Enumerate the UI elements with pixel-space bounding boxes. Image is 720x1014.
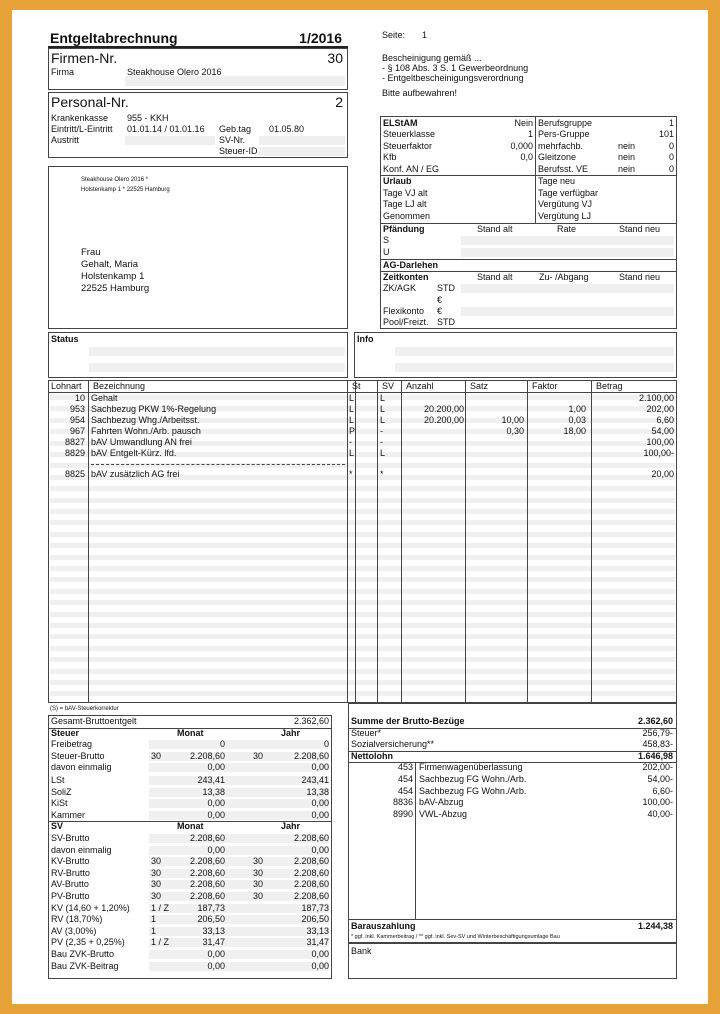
- row-label: KV (14,60 + 1,20%): [51, 902, 130, 913]
- lohnart-cell: 0,03: [568, 414, 586, 425]
- row-tage-jahr: 30: [253, 879, 264, 890]
- row-jahr: 31,47: [306, 937, 329, 948]
- elstam-value-2: 0: [668, 152, 674, 163]
- row-label: Bau ZVK-Beitrag: [51, 960, 119, 971]
- abzug-betrag: 100,00-: [642, 797, 673, 808]
- row-label: Steuer-Brutto: [51, 750, 105, 761]
- address-box: [48, 166, 348, 329]
- abzug-lohnart: 453: [397, 762, 413, 773]
- abzug-bezeichnung: Firmenwagenüberlassung: [419, 762, 523, 773]
- footnote: * ggf. inkl. Kammerbeitrag / ** ggf. inkl. Sev-SV und Winterbeschäftigungsumlage Bau: [351, 934, 560, 940]
- lohnart-cell: 20,00: [651, 469, 674, 480]
- info-label: Info: [357, 334, 374, 344]
- elstam-value-2: 0: [668, 140, 674, 151]
- elstam-label-2: Gleitzone: [538, 152, 577, 163]
- lohnart-cell: *: [349, 469, 353, 480]
- elstam-label: Kfb: [383, 152, 397, 163]
- elstam-value-2: 101: [658, 129, 674, 140]
- abzug-lohnart: 454: [397, 785, 413, 796]
- abzug-value: 458,83-: [642, 739, 673, 750]
- row-tage: 1: [151, 925, 157, 936]
- row-jahr: 0,00: [311, 949, 329, 959]
- firma-name: Steakhouse Olero 2016: [127, 67, 222, 77]
- sender-line-2: Holstenkamp 1 * 22525 Hamburg: [81, 187, 170, 193]
- column-header: Lohnart: [51, 381, 82, 391]
- firma-label: Firma: [51, 67, 74, 77]
- lohnart-cell: L: [349, 393, 355, 403]
- row-monat: 2.208,60: [189, 879, 225, 890]
- lohnart-cell: 10,00: [501, 414, 524, 425]
- recipient-address: Frau Gehalt, Maria Holstenkamp 1 22525 Hamburg: [81, 247, 150, 294]
- lohnart-cell: 100,00: [646, 436, 674, 447]
- row-monat: 187,73: [197, 902, 225, 913]
- abzug-value: 256,79-: [642, 727, 673, 738]
- elstam-value: 0,0: [520, 152, 533, 163]
- lohnart-cell: 1,00: [568, 403, 586, 414]
- sv-title: SV: [51, 821, 64, 832]
- row-jahr: 2.208,60: [293, 891, 329, 901]
- urlaub-label-2: Tage verfügbar: [538, 187, 599, 198]
- row-jahr: 2.208,60: [293, 750, 329, 761]
- abzug-lohnart: 454: [397, 774, 413, 784]
- monat-header: Monat: [177, 821, 204, 832]
- row-monat: 0,00: [207, 844, 225, 855]
- row-label: LSt: [51, 775, 65, 785]
- row-tage-jahr: 30: [253, 856, 264, 867]
- abzug-bezeichnung: Sachbezug FG Wohn./Arb.: [419, 774, 527, 784]
- elstam-flag: nein: [618, 152, 636, 163]
- row-monat: 243,41: [197, 775, 225, 785]
- row-label: KV-Brutto: [51, 856, 90, 867]
- lohnart-cell: Sachbezug Whg./Arbeitsst.: [91, 414, 200, 425]
- row-tage: 1 / Z: [151, 937, 170, 948]
- row-monat: 0,00: [207, 762, 225, 773]
- elstam-flag: nein: [618, 163, 636, 174]
- row-tage: 30: [151, 867, 162, 878]
- bav-footnote: (S) = bAV-Steuerkorrektur: [50, 706, 119, 712]
- row-tage: 1 / Z: [151, 902, 170, 913]
- firmen-nr: 30: [327, 50, 343, 66]
- elstam-label: Steuerfaktor: [383, 140, 433, 151]
- elstam-label-2: Berufsst. VE: [538, 163, 589, 174]
- lohnart-cell: L: [349, 447, 355, 458]
- lohnart-cell: 967: [69, 425, 85, 436]
- lohnart-cell: 8825: [64, 469, 85, 480]
- column-header: Faktor: [532, 381, 558, 391]
- lohnart-cell: L: [349, 414, 355, 425]
- krankenkasse: 955 - KKH: [127, 113, 169, 123]
- row-label: PV-Brutto: [51, 891, 90, 901]
- doc-title: Entgeltabrechnung: [50, 30, 178, 46]
- lohnart-cell: L: [349, 403, 355, 414]
- row-jahr: 0,00: [311, 762, 329, 773]
- row-monat: 206,50: [197, 914, 225, 925]
- elstam-label-2: mehrfachb.: [538, 140, 584, 151]
- row-label: AV (3,00%): [51, 925, 97, 936]
- lohnart-cell: -: [349, 436, 352, 447]
- row-label: davon einmalig: [51, 844, 112, 855]
- row-jahr: 0,00: [311, 798, 329, 809]
- abzug-label: Sozialversicherung**: [351, 739, 435, 750]
- info-box: [354, 332, 677, 378]
- row-tage: 30: [151, 750, 162, 761]
- bank-label: Bank: [351, 946, 372, 956]
- status-box: [48, 332, 348, 378]
- row-label: Bau ZVK-Brutto: [51, 949, 115, 959]
- abzug-lohnart: 8836: [392, 797, 413, 808]
- lohnart-table: [48, 380, 677, 703]
- row-label: davon einmalig: [51, 762, 112, 773]
- gesamt-value: 2.362,60: [293, 716, 329, 726]
- row-jahr: 2.208,60: [293, 856, 329, 867]
- lohnart-cell: -: [380, 425, 383, 436]
- jahr-header: Jahr: [281, 727, 301, 738]
- nettolohn-label: Nettolohn: [351, 750, 393, 761]
- column-header: St: [352, 381, 361, 391]
- lohnart-cell: 20.200,00: [423, 403, 464, 414]
- row-monat: 0,00: [207, 960, 225, 971]
- row-jahr: 2.208,60: [293, 833, 329, 843]
- column-header: Satz: [470, 381, 489, 391]
- lohnart-cell: L: [380, 414, 386, 425]
- row-label: Kammer: [51, 809, 86, 820]
- barauszahlung-label: Barauszahlung: [351, 921, 416, 931]
- urlaub-label: Tage VJ alt: [383, 187, 428, 198]
- row-tage: 1: [151, 914, 157, 925]
- row-jahr: 0,00: [311, 809, 329, 820]
- lohnart-cell: 953: [69, 403, 85, 414]
- row-jahr: 33,13: [306, 925, 329, 936]
- abzug-bezeichnung: VWL-Abzug: [419, 808, 468, 819]
- row-label: SV-Brutto: [51, 833, 90, 843]
- zeitkonten-title: Zeitkonten: [383, 272, 429, 282]
- payslip-page: [12, 10, 708, 1004]
- row-jahr: 0: [323, 739, 329, 750]
- lohnart-cell: 100,00-: [643, 447, 674, 458]
- steuer-sv-box: [48, 715, 332, 979]
- row-jahr: 0,00: [311, 960, 329, 971]
- bank-box: [348, 943, 677, 979]
- row-jahr: 2.208,60: [293, 879, 329, 890]
- elstam-flag: nein: [618, 140, 636, 151]
- row-monat: 31,47: [202, 937, 225, 948]
- lohnart-cell: 20.200,00: [423, 414, 464, 425]
- seite-label: Seite:: [382, 30, 406, 40]
- row-label: RV (18,70%): [51, 914, 103, 925]
- geburtstag: 01.05.80: [269, 124, 305, 134]
- abzug-label: Steuer*: [351, 727, 382, 738]
- abzug-betrag: 202,00-: [642, 762, 673, 773]
- column-header: Anzahl: [406, 381, 434, 391]
- urlaub-label: Urlaub: [383, 176, 412, 186]
- row-tage-jahr: 30: [253, 750, 264, 761]
- abzug-betrag: 40,00-: [647, 808, 673, 819]
- urlaub-label-2: Vergütung LJ: [538, 211, 592, 222]
- row-monat: 33,13: [202, 925, 225, 936]
- elstam-panel: ELStAM Nein Berufsgruppe 1 Steuerklasse 1 Pers-Gruppe 101 Steuerfaktor 0,000 mehrfachb. nein 0 Kfb 0,0 Gleitzone nein 0 Konf. AN / EG Berufsst. VE nein 0 Urlaub Tage neu Tage VJ alt Tage verfügbar Tage LJ alt Vergütung VJ Genommen Vergütung LJ Pfändung Stand alt Rate Stand neu S U AG-Darlehen Zeitkonten Stand alt Zu- /Abgang Stand neu ZK/AGK STD € Flexikonto € Pool/Freizt. STD: [380, 116, 677, 329]
- lohnart-cell: bAV Entgelt-Kürz. lfd.: [91, 447, 177, 458]
- lohnart-cell: Sachbezug PKW 1%-Regelung: [91, 403, 217, 414]
- lohnart-cell: 18,00: [563, 425, 586, 436]
- gesamt-label: Gesamt-Bruttoentgelt: [51, 716, 137, 726]
- summe-box: [348, 703, 677, 943]
- lohnart-cell: 6,60: [656, 414, 674, 425]
- row-label: Freibetrag: [51, 739, 93, 750]
- barauszahlung-value: 1.244,38: [637, 921, 673, 931]
- lohnart-cell: L: [380, 447, 386, 458]
- status-label: Status: [51, 334, 79, 344]
- lohnart-cell: 8829: [64, 447, 85, 458]
- row-jahr: 13,38: [306, 786, 329, 797]
- elstam-value-2: 1: [668, 118, 674, 128]
- abzug-bezeichnung: Sachbezug FG Wohn./Arb.: [419, 785, 527, 796]
- summe-value: 2.362,60: [637, 716, 673, 726]
- monat-header: Monat: [177, 727, 204, 738]
- column-header: Bezeichnung: [93, 381, 146, 391]
- ag-darlehen-title: AG-Darlehen: [383, 260, 439, 270]
- urlaub-label: Genommen: [383, 211, 431, 222]
- row-monat: 0,00: [207, 798, 225, 809]
- lohnart-cell: *: [380, 469, 384, 480]
- abzug-lohnart: 8990: [392, 808, 413, 819]
- row-jahr: 0,00: [311, 844, 329, 855]
- row-monat: 0: [219, 739, 225, 750]
- row-monat: 2.208,60: [189, 856, 225, 867]
- eintritt: 01.01.14 / 01.01.16: [127, 124, 205, 134]
- elstam-label: Konf. AN / EG: [383, 163, 440, 174]
- elstam-value: Nein: [514, 118, 533, 128]
- seite-value: 1: [422, 30, 428, 40]
- elstam-value: 0,000: [510, 140, 533, 151]
- pfaendung-title: Pfändung: [383, 224, 425, 234]
- nettolohn-value: 1.646,98: [637, 750, 673, 761]
- elstam-label-2: Berufsgruppe: [538, 118, 593, 128]
- row-tage: 30: [151, 856, 162, 867]
- lohnart-cell: L: [380, 393, 386, 403]
- lohnart-cell: 10: [74, 393, 85, 403]
- abzug-betrag: 54,00-: [647, 774, 673, 784]
- lohnart-cell: 2.100,00: [638, 393, 674, 403]
- period: 1/2016: [299, 30, 342, 46]
- jahr-header: Jahr: [281, 821, 301, 832]
- urlaub-label-2: Tage neu: [538, 176, 576, 186]
- row-monat: 2.208,60: [189, 833, 225, 843]
- row-monat: 2.208,60: [189, 867, 225, 878]
- row-label: AV-Brutto: [51, 879, 89, 890]
- abzug-bezeichnung: bAV-Abzug: [419, 797, 464, 808]
- lohnart-cell: 954: [69, 414, 85, 425]
- row-jahr: 2.208,60: [293, 867, 329, 878]
- personal-box: Personal-Nr. 2 Krankenkasse 955 - KKH Eintritt/L-Eintritt 01.01.14 / 01.01.16 Geb.tag 01.05.80 Austritt SV-Nr. Steuer-ID: [48, 92, 348, 158]
- elstam-label: ELStAM: [383, 118, 418, 128]
- lohnart-cell: L: [380, 403, 386, 414]
- steuer-title: Steuer: [51, 727, 80, 738]
- summe-label: Summe der Brutto-Bezüge: [351, 716, 465, 726]
- lohnart-cell: -: [380, 436, 383, 447]
- lohnart-cell: 202,00: [646, 403, 674, 414]
- row-monat: 2.208,60: [189, 891, 225, 901]
- lohnart-cell: Gehalt: [91, 393, 118, 403]
- lohnart-cell: Fahrten Wohn./Arb. pausch: [91, 425, 201, 436]
- row-tage-jahr: 30: [253, 867, 264, 878]
- elstam-value: [471, 164, 533, 175]
- row-monat: 0,00: [207, 949, 225, 959]
- lohnart-cell: bAV zusätzlich AG frei: [91, 469, 180, 480]
- lohnart-cell: bAV Umwandlung AN frei: [91, 436, 192, 447]
- row-monat: 2.208,60: [189, 750, 225, 761]
- urlaub-label-2: Vergütung VJ: [538, 199, 593, 210]
- firmen-nr-label: Firmen-Nr.: [51, 50, 118, 66]
- row-label: KiSt: [51, 798, 68, 809]
- abzug-betrag: 6,60-: [652, 785, 673, 796]
- row-jahr: 187,73: [301, 902, 329, 913]
- elstam-value: 1: [527, 129, 533, 140]
- row-label: PV (2,35 + 0,25%): [51, 937, 125, 948]
- column-header: SV: [382, 381, 395, 391]
- row-monat: 13,38: [202, 786, 225, 797]
- elstam-label: Steuerklasse: [383, 129, 436, 140]
- sender-line-1: Steakhouse Olero 2016 *: [81, 177, 149, 183]
- row-jahr: 206,50: [301, 914, 329, 925]
- personal-nr-label: Personal-Nr.: [51, 94, 129, 110]
- column-header: Betrag: [596, 381, 623, 391]
- row-tage-jahr: 30: [253, 891, 264, 901]
- row-tage: 30: [151, 891, 162, 901]
- row-label: SoliZ: [51, 786, 72, 797]
- row-label: RV-Brutto: [51, 867, 90, 878]
- firma-box: [48, 48, 348, 90]
- lohnart-cell: 54,00: [651, 425, 674, 436]
- elstam-label-2: Pers-Gruppe: [538, 129, 590, 140]
- lohnart-cell: P: [349, 425, 356, 436]
- row-jahr: 243,41: [301, 775, 329, 785]
- lohnart-cell: 8827: [64, 436, 85, 447]
- personal-nr: 2: [335, 94, 343, 110]
- lohnart-cell: 0,30: [506, 425, 524, 436]
- bescheinigung: Bescheinigung gemäß ... - § 108 Abs. 3 S. 1 Gewerbeordnung - Entgeltbescheinigungsverordnung Bitte aufbewahren!: [382, 53, 529, 98]
- row-monat: 0,00: [207, 809, 225, 820]
- row-tage: 30: [151, 879, 162, 890]
- elstam-value-2: 0: [668, 163, 674, 174]
- urlaub-label: Tage LJ alt: [383, 199, 427, 210]
